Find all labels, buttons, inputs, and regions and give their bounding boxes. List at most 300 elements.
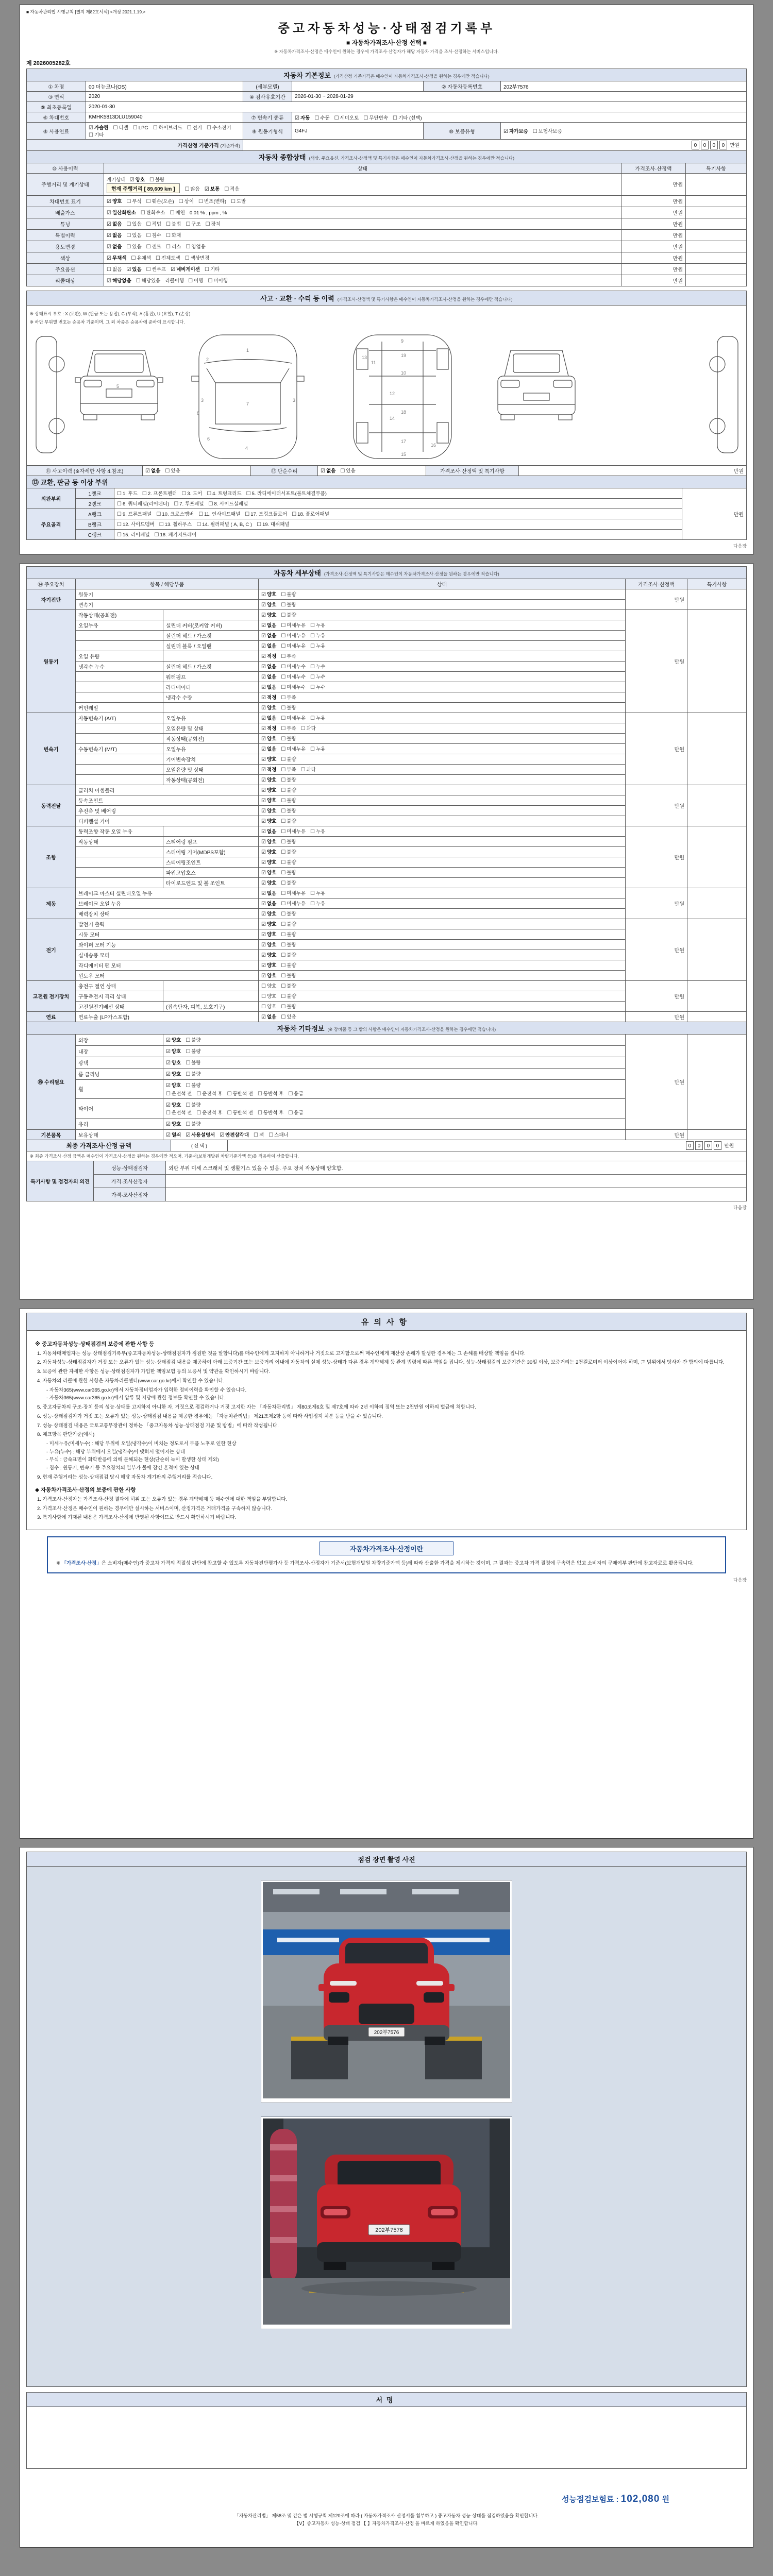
checkbox-option[interactable]: ☑ 양호 xyxy=(166,1049,181,1055)
checkbox-icon: ☑ xyxy=(261,911,266,917)
checkbox-option[interactable]: ☐ 17. 트렁크플로어 xyxy=(245,512,288,517)
checkbox-option[interactable]: ☐ 훼손(오손) xyxy=(146,199,174,205)
checkbox-option[interactable]: ☑ 양호 xyxy=(261,870,277,876)
checkbox-option[interactable]: ☐ 9. 프론트패널 xyxy=(117,512,152,517)
checkbox-option[interactable]: ☐ 15. 리어패널 xyxy=(117,532,150,538)
checkbox-option[interactable]: ☑ 네비게이션 xyxy=(171,267,200,273)
checkbox-icon: ☐ xyxy=(184,256,190,261)
checkbox-option[interactable]: ☐ 6. 쿼터패널(리어펜더) xyxy=(117,501,170,507)
checkbox-icon: ☐ xyxy=(281,932,286,938)
checkbox-icon: ☑ xyxy=(166,1102,171,1108)
checkbox-option[interactable]: ☑ 적정 xyxy=(261,695,277,701)
checkbox-option[interactable]: ☐ 불량 xyxy=(281,850,296,855)
checkbox-option[interactable]: ☐ 전기 xyxy=(187,125,202,131)
table-row: 스티어링조인트 ☑ 양호 ☐ 불량 xyxy=(27,857,747,867)
checkbox-option[interactable]: ☐ 불법 xyxy=(165,222,181,227)
checkbox-option[interactable]: ☑ 없음 xyxy=(261,829,277,835)
checkbox-option[interactable]: ☐ 화재 xyxy=(165,233,181,239)
checkbox-icon: ☑ xyxy=(89,125,93,131)
next-page-label[interactable]: 다음장 xyxy=(733,1578,747,1583)
table-row: 주요옵션 ☐ 없음 ☑ 있음 ☐ 썬루프 ☑ 네비게이션 ☐ 기타 만원 xyxy=(27,263,747,275)
checkbox-option[interactable]: ☐ 누유 xyxy=(310,643,326,649)
checkbox-option[interactable]: ☑ 없음 xyxy=(261,901,277,907)
table-row: 배출가스 ☑ 일산화탄소 ☐ 탄화수소 ☐ 매연 0.01 % , ppm , % 만원 xyxy=(27,207,747,218)
checkbox-option[interactable]: ☐ LPG xyxy=(132,125,148,131)
checkbox-icon: ☐ xyxy=(89,132,93,138)
checkbox-option[interactable]: ☑ 없음 xyxy=(261,891,277,896)
checkbox-option[interactable]: ☑ 안전삼각대 xyxy=(220,1132,249,1138)
checkbox-icon: ☐ xyxy=(231,199,236,205)
checkbox-option[interactable]: ☐ 도말 xyxy=(231,199,246,205)
checkbox-option[interactable]: ☑ 자동 xyxy=(295,115,310,121)
checkbox-option[interactable]: ☐ 탄화수소 xyxy=(140,210,165,216)
checkbox-option[interactable]: ☐ 세미오토 xyxy=(334,115,359,121)
checkbox-option[interactable]: ☐ 미세누유 xyxy=(281,623,306,629)
checkbox-option[interactable]: ☐ 많음 xyxy=(184,187,200,192)
checkbox-option[interactable]: ☐ 하이브리드 xyxy=(153,125,182,131)
checkbox-option[interactable]: ☐ 불량 xyxy=(281,736,296,742)
checkbox-icon: ☑ xyxy=(261,963,266,969)
checkbox-option[interactable]: ☐ 과다 xyxy=(300,726,316,732)
sheet-photos-signature xyxy=(20,1847,753,2548)
checkbox-option[interactable]: ☐ 과다 xyxy=(300,767,316,773)
checkbox-option[interactable]: ☐ 7. 루프패널 xyxy=(174,501,204,507)
checkbox-option[interactable]: ☐ 1. 후드 xyxy=(117,491,138,497)
checkbox-icon: ☐ xyxy=(310,633,315,639)
checkbox-option[interactable]: ☑ 양호 xyxy=(261,860,277,866)
checkbox-option[interactable]: ☑ 없음 xyxy=(261,664,277,670)
remark-cell xyxy=(686,229,747,241)
checkbox-option[interactable]: ☐ 기타 xyxy=(205,267,220,273)
checkbox-option[interactable]: ☑ 없음 xyxy=(261,623,277,629)
checkbox-option[interactable]: ☐ 있음 xyxy=(281,1014,296,1020)
checkbox-option[interactable]: ☐ 불량 xyxy=(281,777,296,783)
checkbox-option[interactable]: ☐ 누유 xyxy=(310,633,326,639)
notice-item: 3. 특기사항에 기재된 내용은 가격조사·산정에 반영된 사항이므로 반드시 확인하시기 바랍니다. xyxy=(37,1515,237,1521)
checkbox-option[interactable]: ☐ 불량 xyxy=(281,880,296,886)
checkbox-option[interactable]: ☑ 양호 xyxy=(261,963,277,969)
checkbox-icon: ☐ xyxy=(126,199,131,205)
checkbox-option[interactable]: ☑ 양호 xyxy=(261,788,277,793)
table-row: 차대번호 표기 ☑ 양호 ☐ 부식 ☐ 훼손(오손) ☐ 상이 ☐ 변조(변타) ☐ 도말 만원 xyxy=(27,195,747,207)
checkbox-option[interactable]: ☑ 양호 xyxy=(166,1122,181,1127)
checkbox-option[interactable]: ☐ 14. 필러패널 ( A, B, C ) xyxy=(196,522,253,528)
checkbox-option[interactable]: ☑ 양호 xyxy=(261,973,277,979)
checkbox-option[interactable]: ☐ 8. 사이드실패널 xyxy=(208,501,248,507)
checkbox-icon: ☑ xyxy=(261,613,266,618)
checkbox-option[interactable]: ☑ 없음 xyxy=(321,468,336,474)
checkbox-option[interactable]: ☐ 디젤 xyxy=(113,125,128,131)
checkbox-option[interactable]: ☐ 있음 xyxy=(126,233,142,239)
checkbox-option[interactable]: ☐ 부족 xyxy=(281,767,296,773)
checkbox-option[interactable]: ☐ 미세누유 xyxy=(281,633,306,639)
checkbox-option[interactable]: ☐ 미세누유 xyxy=(281,747,306,752)
checkbox-option[interactable]: ☑ 양호 xyxy=(261,613,277,618)
checkbox-option[interactable]: ☑ 적정 xyxy=(261,654,277,659)
checkbox-option[interactable]: ☐ 불량 xyxy=(281,757,296,762)
checkbox-icon: ☐ xyxy=(154,532,159,538)
checkbox-option[interactable]: ☐ 11. 인사이드패널 xyxy=(198,512,241,517)
checkbox-icon: ☑ xyxy=(166,1083,171,1089)
checkbox-option[interactable]: ☑ 적정 xyxy=(261,726,277,732)
checkbox-option[interactable]: ☐ 누유 xyxy=(310,716,326,721)
checkbox-option[interactable]: ☐ 수소전기 xyxy=(207,125,231,131)
panel-exchange-table xyxy=(26,476,747,540)
checkbox-option[interactable]: ☑ 없음 xyxy=(261,674,277,680)
pricing-definition-box xyxy=(47,1536,726,1573)
checkbox-option[interactable]: ☐ 있음 xyxy=(340,468,356,474)
checkbox-option[interactable]: ☑ 없음 xyxy=(261,716,277,721)
checkbox-option[interactable]: ☑ 없음 xyxy=(261,1014,277,1020)
checkbox-option[interactable]: ☑ 열쇠 xyxy=(166,1132,181,1138)
checkbox-option[interactable]: ☐ 16. 패키지트레이 xyxy=(154,532,197,538)
notice-subitem: - 자동차365(www.car365.go.kr)에서 자동차정비업자가 입력한 정비이력을 확인할 수 있습니다. xyxy=(46,1387,247,1393)
checkbox-icon: ☐ xyxy=(281,829,286,835)
checkbox-option[interactable]: ☐ 미세누수 xyxy=(281,674,306,680)
checkbox-option[interactable]: ☑ 없음 xyxy=(261,747,277,752)
checkbox-option[interactable]: ☐ 수동 xyxy=(314,115,330,121)
checkbox-option[interactable]: ☑ 보통 xyxy=(204,187,220,192)
checkbox-icon: ☐ xyxy=(181,491,187,497)
checkbox-option[interactable]: ☐ 불량 xyxy=(281,942,296,948)
checkbox-icon: ☐ xyxy=(159,522,164,528)
checkbox-option[interactable]: ☑ 있음 xyxy=(126,267,142,273)
checkbox-option[interactable]: ☐ 불량 xyxy=(186,1122,201,1127)
checkbox-option[interactable]: ☑ 양호 xyxy=(166,1083,181,1089)
checkbox-icon: ☐ xyxy=(131,256,136,261)
checkbox-option[interactable]: ☐ 부족 xyxy=(281,726,296,732)
checkbox-option[interactable]: ☐ 변조(변타) xyxy=(198,199,227,205)
checkbox-option[interactable]: ☐ 3. 도어 xyxy=(181,491,203,497)
checkbox-option[interactable]: ☐ 미이행 xyxy=(208,278,228,284)
checkbox-icon: ☐ xyxy=(227,1110,232,1116)
checkbox-icon: ☑ xyxy=(261,643,266,649)
checkbox-option[interactable]: ☐ 13. 휠하우스 xyxy=(159,522,192,528)
checkbox-option[interactable]: ☑ 양호 xyxy=(261,942,277,948)
checkbox-option[interactable]: ☑ 양호 xyxy=(166,1060,181,1066)
checkbox-option[interactable]: ☐ 미세누유 xyxy=(281,891,306,896)
checkbox-option[interactable]: ☐ 장치 xyxy=(205,222,221,227)
checkbox-option[interactable]: ☐ 미세누유 xyxy=(281,643,306,649)
checkbox-option[interactable]: ☐ 운전석 후 xyxy=(196,1110,223,1116)
checkbox-option[interactable]: ☐ 불량 xyxy=(281,602,296,608)
remark-cell xyxy=(687,826,747,888)
checkbox-option[interactable]: ☐ 적음 xyxy=(224,187,240,192)
premium-unit: 원 xyxy=(662,2495,669,2504)
checkbox-option[interactable]: ☑ 자가보증 xyxy=(503,129,528,134)
checkbox-option[interactable]: ☐ 동반석 전 xyxy=(227,1110,253,1116)
checkbox-option[interactable]: ☐ 적법 xyxy=(146,222,161,227)
checkbox-option[interactable]: ☐ 운전석 전 xyxy=(166,1110,192,1116)
checkbox-option[interactable]: ☐ 19. 대쉬패널 xyxy=(257,522,290,528)
checkbox-option[interactable]: ☐ 무단변속 xyxy=(363,115,389,121)
checkbox-option[interactable]: ☐ 불량 xyxy=(186,1060,201,1066)
checkbox-icon: ☐ xyxy=(186,1038,191,1043)
checkbox-option[interactable]: ☐ 불량 xyxy=(281,953,296,958)
checkbox-option[interactable]: ☐ 렌트 xyxy=(146,244,161,250)
checkbox-option[interactable]: ☐ 불량 xyxy=(281,1004,296,1010)
checkbox-option[interactable]: ☑ 무채색 xyxy=(107,256,127,261)
premium-label: 성능점검보험료 : xyxy=(561,2495,619,2504)
checkbox-option[interactable]: ☑ 적정 xyxy=(261,767,277,773)
checkbox-option[interactable]: ☑ 없음 xyxy=(145,468,161,474)
checkbox-option[interactable]: ☐ 불량 xyxy=(281,870,296,876)
checkbox-option[interactable]: ☑ 양호 xyxy=(261,932,277,938)
next-page-label[interactable]: 다음장 xyxy=(733,543,747,549)
checkbox-icon: ☑ xyxy=(261,922,266,927)
checkbox-option[interactable]: ☐ 응급 xyxy=(288,1110,304,1116)
table-row: 실린더 헤드 / 가스켓 ☑ 없음 ☐ 미세누유 ☐ 누유 xyxy=(27,630,747,640)
signature-area[interactable] xyxy=(26,2407,747,2469)
checkbox-option[interactable]: ☑ 양호 xyxy=(261,922,277,927)
overall-condition-table xyxy=(26,150,747,286)
checkbox-option[interactable]: ☑ 양호 xyxy=(166,1072,181,1077)
table-row: 주행거리 및 계기상태 계기상태 ☑ 양호 ☐ 불량 현재 주행거리 [ 89,609 km ] ☐ 많음 ☑ 보통 ☐ 적음 만원 xyxy=(27,174,747,196)
checkbox-option[interactable]: ☑ 양호 xyxy=(261,850,277,855)
checkbox-option[interactable]: ☐ 불량 xyxy=(281,922,296,927)
checkbox-option[interactable]: ☐ 미세누유 xyxy=(281,901,306,907)
checkbox-option[interactable]: ☐ 색상변경 xyxy=(184,256,210,261)
checkbox-option[interactable]: ☑ 가솔린 xyxy=(89,125,109,131)
checkbox-option[interactable]: ☐ 누수 xyxy=(310,685,326,690)
checkbox-option[interactable]: ☐ 있음 xyxy=(165,468,180,474)
checkbox-option[interactable]: ☐ 불량 xyxy=(281,963,296,969)
checkbox-icon: ☐ xyxy=(281,963,286,969)
checkbox-option[interactable]: ☐ 불량 xyxy=(281,911,296,917)
checkbox-option[interactable]: ☐ 불량 xyxy=(281,592,296,598)
checkbox-option[interactable]: ☑ 없음 xyxy=(261,685,277,690)
checkbox-option[interactable]: ☑ 사용설명서 xyxy=(186,1132,215,1138)
checkbox-option[interactable]: ☑ 양호 xyxy=(129,177,145,183)
checkbox-option[interactable]: ☐ 부식 xyxy=(126,199,142,205)
checkbox-option[interactable]: ☐ 있음 xyxy=(126,244,142,250)
checkbox-option[interactable]: ☑ 양호 xyxy=(261,777,277,783)
checkbox-icon: ☐ xyxy=(149,177,155,183)
checkbox-option[interactable]: ☐ 잭 xyxy=(254,1132,264,1138)
final-price-table xyxy=(26,1140,747,1151)
checkbox-option[interactable]: ☐ 불량 xyxy=(281,984,296,989)
numbering-legend: ※ 하단 부위별 번호는 승용차 기준이며, 그 외 차종은 승용차에 준하여 표시합니다. xyxy=(30,319,185,325)
checkbox-option[interactable]: ☐ 양호 xyxy=(261,984,277,989)
checkbox-option[interactable]: ☐ 보험사보증 xyxy=(532,129,562,134)
checkbox-option[interactable]: ☐ 양호 xyxy=(261,1004,277,1010)
table-row: 주요골격 A랭크 ☐ 9. 프론트패널 ☐ 10. 크로스멤버 ☐ 11. 인사이드패널 ☐ 17. 트렁크플로어 ☐ 18. 플로어패널 xyxy=(27,509,747,519)
checkbox-option[interactable]: ☑ 양호 xyxy=(261,819,277,824)
checkbox-option[interactable]: ☑ 없음 xyxy=(261,643,277,649)
checkbox-icon: ☐ xyxy=(186,1060,191,1066)
checkbox-option[interactable]: ☐ 불량 xyxy=(186,1083,201,1089)
checkbox-icon: ☐ xyxy=(300,726,306,732)
checkbox-option[interactable]: ☐ 2. 프론트펜더 xyxy=(142,491,177,497)
checkbox-option[interactable]: ☐ 구조 xyxy=(186,222,201,227)
checkbox-icon: ☑ xyxy=(145,468,150,474)
checkbox-option[interactable]: ☐ 불량 xyxy=(281,798,296,804)
price-digit-box: 0 xyxy=(692,141,699,149)
checkbox-icon: ☑ xyxy=(261,695,266,701)
checkbox-option[interactable]: ☐ 누수 xyxy=(310,674,326,680)
checkbox-icon: ☐ xyxy=(288,1110,293,1116)
price-digit-box: 0 xyxy=(686,1141,694,1150)
checkbox-option[interactable]: ☑ 없음 xyxy=(107,244,122,250)
checkbox-option[interactable]: ☐ 불량 xyxy=(149,177,165,183)
photo-front-scene xyxy=(263,1882,510,2098)
checkbox-option[interactable]: ☐ 불량 xyxy=(281,705,296,711)
checkbox-option[interactable]: ☐ 불량 xyxy=(281,839,296,845)
table-row: 특기사항 및 점검자의 의견 성능·상태점검자 외판 부위 미세 스크래치 및 생활기스 있을 수 있음. 주요 장치 작동상태 양호함. xyxy=(27,1161,747,1174)
price-estimate-cell: 만원 xyxy=(621,275,686,286)
footer-statements xyxy=(26,2512,747,2528)
mileage-highlight: 현재 주행거리 [ 89,609 km ] xyxy=(107,183,180,193)
checkbox-icon: ☑ xyxy=(261,829,266,835)
checkbox-option[interactable]: ☐ 상이 xyxy=(178,199,194,205)
checkbox-option[interactable]: ☐ 동반석 후 xyxy=(257,1110,284,1116)
checkbox-option[interactable]: ☐ 5. 라디에이터서포트(볼트체결부품) xyxy=(246,491,327,497)
remark-cell xyxy=(686,174,747,196)
remark-cell xyxy=(687,888,747,919)
checkbox-option[interactable]: ☐ 동반석 전 xyxy=(227,1091,253,1097)
checkbox-option[interactable]: ☑ 양호 xyxy=(261,911,277,917)
checkbox-option[interactable]: ☐ 응급 xyxy=(288,1091,304,1097)
checkbox-option[interactable]: ☐ 불량 xyxy=(186,1102,201,1108)
checkbox-option[interactable]: ☐ 이행 xyxy=(188,278,204,284)
checkbox-option[interactable]: ☐ 불량 xyxy=(186,1038,201,1043)
price-digit-box: 0 xyxy=(701,141,709,149)
checkbox-option[interactable]: ☐ 운전석 전 xyxy=(166,1091,192,1097)
checkbox-option[interactable]: ☑ 양호 xyxy=(261,798,277,804)
checkbox-option[interactable]: ☑ 해당없음 xyxy=(107,278,131,284)
checkbox-option[interactable]: ☑ 양호 xyxy=(261,736,277,742)
checkbox-option[interactable]: ☐ 양호 xyxy=(261,994,277,999)
checkbox-option[interactable]: ☑ 양호 xyxy=(261,880,277,886)
section-title-exchange: ⑬ 교환, 판금 등 이상 부위 xyxy=(27,476,747,488)
checkbox-option[interactable]: ☐ 썬루프 xyxy=(146,267,166,273)
table-row: 냉각수 수량 ☑ 적정 ☐ 부족 xyxy=(27,692,747,702)
checkbox-option[interactable]: ☐ 스패너 xyxy=(268,1132,289,1138)
inspection-photo-front xyxy=(261,1880,512,2103)
checkbox-option[interactable]: ☐ 불량 xyxy=(281,994,296,999)
svg-text:2: 2 xyxy=(206,357,209,362)
checkbox-option[interactable]: ☐ 리스 xyxy=(165,244,181,250)
checkbox-option[interactable]: ☐ 부족 xyxy=(281,695,296,701)
checkbox-option[interactable]: ☐ 없음 xyxy=(107,267,122,273)
checkbox-option[interactable]: ☑ 양호 xyxy=(261,808,277,814)
notice-subitem: - 미세누유(미세누수) : 해당 부위에 오일(냉각수)이 비치는 정도로서 부품 노후로 인한 현상 xyxy=(46,1440,237,1447)
checkbox-option[interactable]: ☑ 일산화탄소 xyxy=(107,210,136,216)
checkbox-option[interactable]: ☑ 양호 xyxy=(261,592,277,598)
checkbox-option[interactable]: ☑ 양호 xyxy=(166,1038,181,1043)
checkbox-option[interactable]: ☐ 있음 xyxy=(126,222,142,227)
checkbox-icon: ☐ xyxy=(156,256,160,261)
table-row: 자기진단 원동기 ☑ 양호 ☐ 불량 만원 xyxy=(27,589,747,599)
checkbox-option[interactable]: ☐ 불량 xyxy=(186,1072,201,1077)
checkbox-option[interactable]: ☑ 없음 xyxy=(261,633,277,639)
checkbox-option[interactable]: ☐ 누유 xyxy=(310,623,326,629)
checkbox-option[interactable]: ☑ 양호 xyxy=(261,705,277,711)
next-page-label[interactable]: 다음장 xyxy=(733,1205,747,1210)
checkbox-option[interactable]: ☑ 없음 xyxy=(107,222,122,227)
remark-cell xyxy=(687,1034,747,1129)
checkbox-option[interactable]: ☐ 누수 xyxy=(310,664,326,670)
checkbox-option[interactable]: ☐ 4. 트렁크리드 xyxy=(207,491,242,497)
checkbox-option[interactable]: ☐ 불량 xyxy=(281,808,296,814)
table-row: 가격·조사산정자 xyxy=(27,1188,747,1201)
checkbox-option[interactable]: ☐ 10. 크로스멤버 xyxy=(156,512,194,517)
checkbox-icon: ☐ xyxy=(314,115,320,121)
checkbox-option[interactable]: ☐ 12. 사이드멤버 xyxy=(117,522,155,528)
checkbox-option[interactable]: ☐ 누유 xyxy=(310,829,326,835)
checkbox-option[interactable]: ☑ 양호 xyxy=(261,839,277,845)
checkbox-option[interactable]: ☐ 운전석 후 xyxy=(196,1091,223,1097)
checkbox-option[interactable]: ☐ 불량 xyxy=(281,788,296,793)
table-row: 라디에이터 ☑ 없음 ☐ 미세누수 ☐ 누수 xyxy=(27,682,747,692)
svg-text:12: 12 xyxy=(390,391,395,396)
checkbox-icon: ☐ xyxy=(393,115,397,121)
checkbox-option[interactable]: ☐ 기타 xyxy=(89,132,104,138)
checkbox-option[interactable]: ☐ 전체도색 xyxy=(156,256,180,261)
basic-info-table xyxy=(26,69,747,151)
checkbox-option[interactable]: ☐ 침수 xyxy=(146,233,161,239)
remark-cell xyxy=(687,609,747,713)
checkbox-option[interactable]: ☐ 누유 xyxy=(310,891,326,896)
checkbox-icon: ☐ xyxy=(156,512,161,517)
table-row: 튜닝 ☑ 없음 ☐ 있음 ☐ 적법 ☐ 불법 ☐ 구조 ☐ 장치 만원 xyxy=(27,218,747,229)
checkbox-option[interactable]: ☐ 불량 xyxy=(281,613,296,618)
checkbox-icon: ☐ xyxy=(281,860,286,866)
checkbox-option[interactable]: ☐ 불량 xyxy=(186,1049,201,1055)
checkbox-option[interactable]: ☑ 양호 xyxy=(166,1102,181,1108)
checkbox-option[interactable]: ☐ 동반석 후 xyxy=(257,1091,284,1097)
checkbox-option[interactable]: ☐ 유채색 xyxy=(131,256,151,261)
checkbox-option[interactable]: ☐ 부족 xyxy=(281,654,296,659)
checkbox-option[interactable]: ☐ 기타 (선택) xyxy=(393,115,422,121)
remark-cell xyxy=(686,195,747,207)
checkbox-option[interactable]: ☑ 양호 xyxy=(261,953,277,958)
checkbox-option[interactable]: ☐ 해당있음 xyxy=(136,278,161,284)
checkbox-option[interactable]: ☐ 미세누수 xyxy=(281,664,306,670)
checkbox-option[interactable]: ☑ 양호 xyxy=(261,602,277,608)
checkbox-option[interactable]: ☐ 미세누유 xyxy=(281,829,306,835)
checkbox-option[interactable]: ☐ 미세누수 xyxy=(281,685,306,690)
svg-text:3: 3 xyxy=(201,397,204,403)
checkbox-option[interactable]: ☐ 불량 xyxy=(281,819,296,824)
header-note: ※ 자동차가격조사·산정은 매수인이 원하는 경우에 가격조사·산정자가 해당 자동차 가격을 조사·산정하는 서비스입니다. xyxy=(274,49,499,54)
checkbox-icon: ☐ xyxy=(281,726,286,732)
checkbox-option[interactable]: ☐ 불량 xyxy=(281,860,296,866)
checkbox-option[interactable]: ☐ 미세누유 xyxy=(281,716,306,721)
checkbox-icon: ☐ xyxy=(117,501,122,507)
checkbox-option[interactable]: ☑ 없음 xyxy=(107,233,122,239)
checkbox-option[interactable]: ☐ 매연 xyxy=(170,210,185,216)
checkbox-option[interactable]: ☐ 불량 xyxy=(281,932,296,938)
checkbox-option[interactable]: ☐ 영업용 xyxy=(186,244,206,250)
price-estimate-cell: 만원 xyxy=(621,207,686,218)
table-row: 내장 ☑ 양호 ☐ 불량 xyxy=(27,1045,747,1057)
checkbox-icon: ☑ xyxy=(261,726,266,732)
table-row: 유리 ☑ 양호 ☐ 불량 xyxy=(27,1118,747,1129)
remark-cell xyxy=(686,207,747,218)
section-title-accident: 사고 · 교환 · 수리 등 이력 (가격조사·산정액 및 특기사항은 매수인이 자동차가격조사·산정을 원하는 경우에만 적습니다) xyxy=(26,291,747,306)
checkbox-option[interactable]: ☑ 양호 xyxy=(107,199,122,205)
checkbox-icon: ☑ xyxy=(261,819,266,824)
table-row: ⑥ 차대번호 KMHK5813DLU159040 ⑦ 변속기 종류 ☑ 자동 ☐ 수동 ☐ 세미오토 ☐ 무단변속 ☐ 기타 (선택) xyxy=(27,112,747,123)
table-row: 디퍼렌셜 기어 ☑ 양호 ☐ 불량 xyxy=(27,816,747,826)
checkbox-option[interactable]: ☐ 불량 xyxy=(281,973,296,979)
checkbox-option[interactable]: ☐ 누유 xyxy=(310,901,326,907)
checkbox-option[interactable]: ☐ 18. 플로어패널 xyxy=(292,512,329,517)
checkbox-icon: ☐ xyxy=(310,829,315,835)
checkbox-option[interactable]: ☐ 누유 xyxy=(310,747,326,752)
checkbox-option[interactable]: ☑ 양호 xyxy=(261,757,277,762)
